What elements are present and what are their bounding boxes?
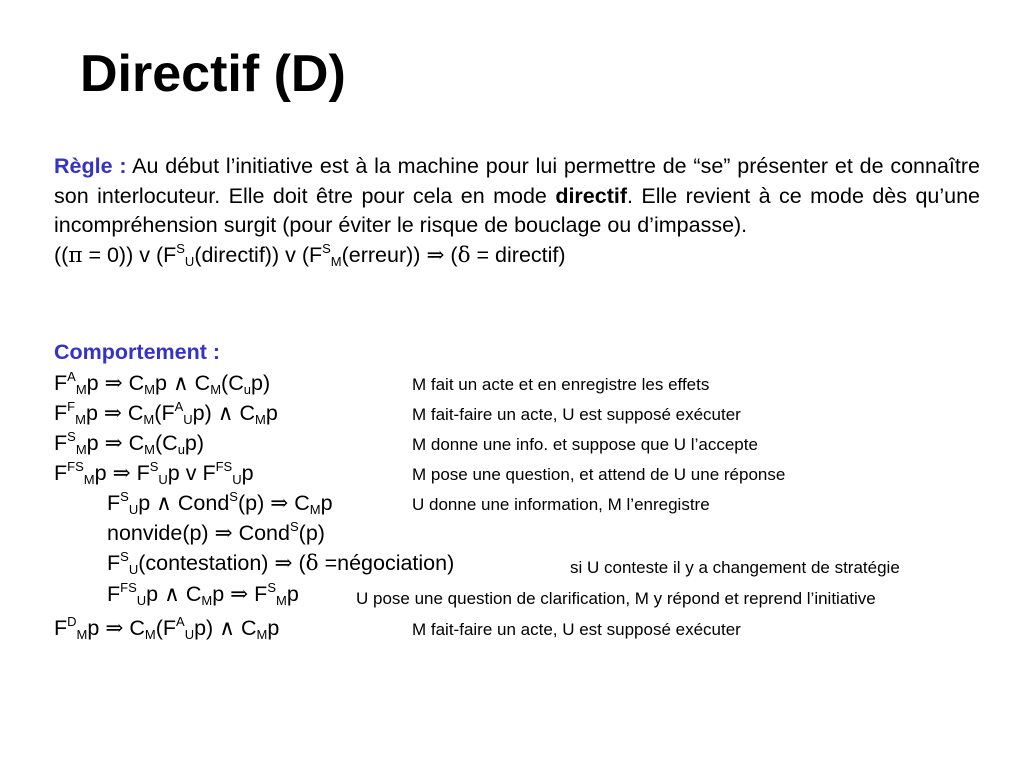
formula-row-7: $F^S_U(contestation)$ ⇒ (δ =négociation) [107,549,455,577]
formula-row-4: $F^{FS}_Mp$ ⇒ $F^S_Up$ v $F^{FS}_Up$ [54,459,254,487]
row-3-description: M donne une info. et suppose que U l’accepte [412,435,758,454]
row-7-description: si U conteste il y a changement de stratégie [570,558,900,577]
rule-text-1: Au début l’initiative est à la machine pour lui permettre de “se” présenter et de connaître son interlocuteur. Elle doit être pour cela en mode [54,154,980,208]
row-9-description: M fait-faire un acte, U est supposé exécuter [412,620,741,639]
rule-text-2: . Elle revient à ce mode dès qu’une incompréhension surgit (pour éviter le risque de bouclage ou d’impasse). [54,183,981,237]
behaviour-heading: Comportement : [54,340,221,364]
formula-row-2: $F^F_Mp$ ⇒ $C_M(F^A_Up)$ ∧ $C_Mp$ [54,399,278,427]
formula-row-3: $F^S_Mp$ ⇒ $C_M(C_up)$ [54,429,205,457]
rule-label: Règle : [54,154,127,178]
row-1-description: M fait un acte et en enregistre les effets [412,375,710,394]
rule-paragraph [54,152,980,270]
row-2-description: M fait-faire un acte, U est supposé exécuter [412,405,741,424]
formula-row-8: $F^{FS}_Up$ ∧ $C_Mp$ ⇒ $F^S_Mp$ [107,580,299,608]
formula-row-6: nonvide(p) ⇒ Cond$^S$(p) [107,519,325,546]
rule-emphasis: directif [555,183,628,208]
formula-row-9: $F^D_Mp$ ⇒ $C_M(F^A_Up)$ ∧ $C_Mp$ [54,614,280,642]
row-5-description: U donne une information, M l’enregistre [412,495,710,514]
slide-title: Directif (D) [80,45,346,103]
formula-row-5: $F^S_Up$ ∧ Cond$^S$(p) ⇒ $C_Mp$ [107,489,333,517]
row-4-description: M pose une question, et attend de U une réponse [412,465,786,484]
rule-formula: ((π = 0)) v $(F^S_U(directif))$ v $(F^S_M(erreur))$ ⇒ (δ = directif) [54,240,566,269]
formula-row-1: $F^A_Mp$ ⇒ $C_Mp$ ∧ $C_M(C_up)$ [54,369,271,397]
row-8-description: U pose une question de clarification, M y répond et reprend l’initiative [356,589,876,608]
